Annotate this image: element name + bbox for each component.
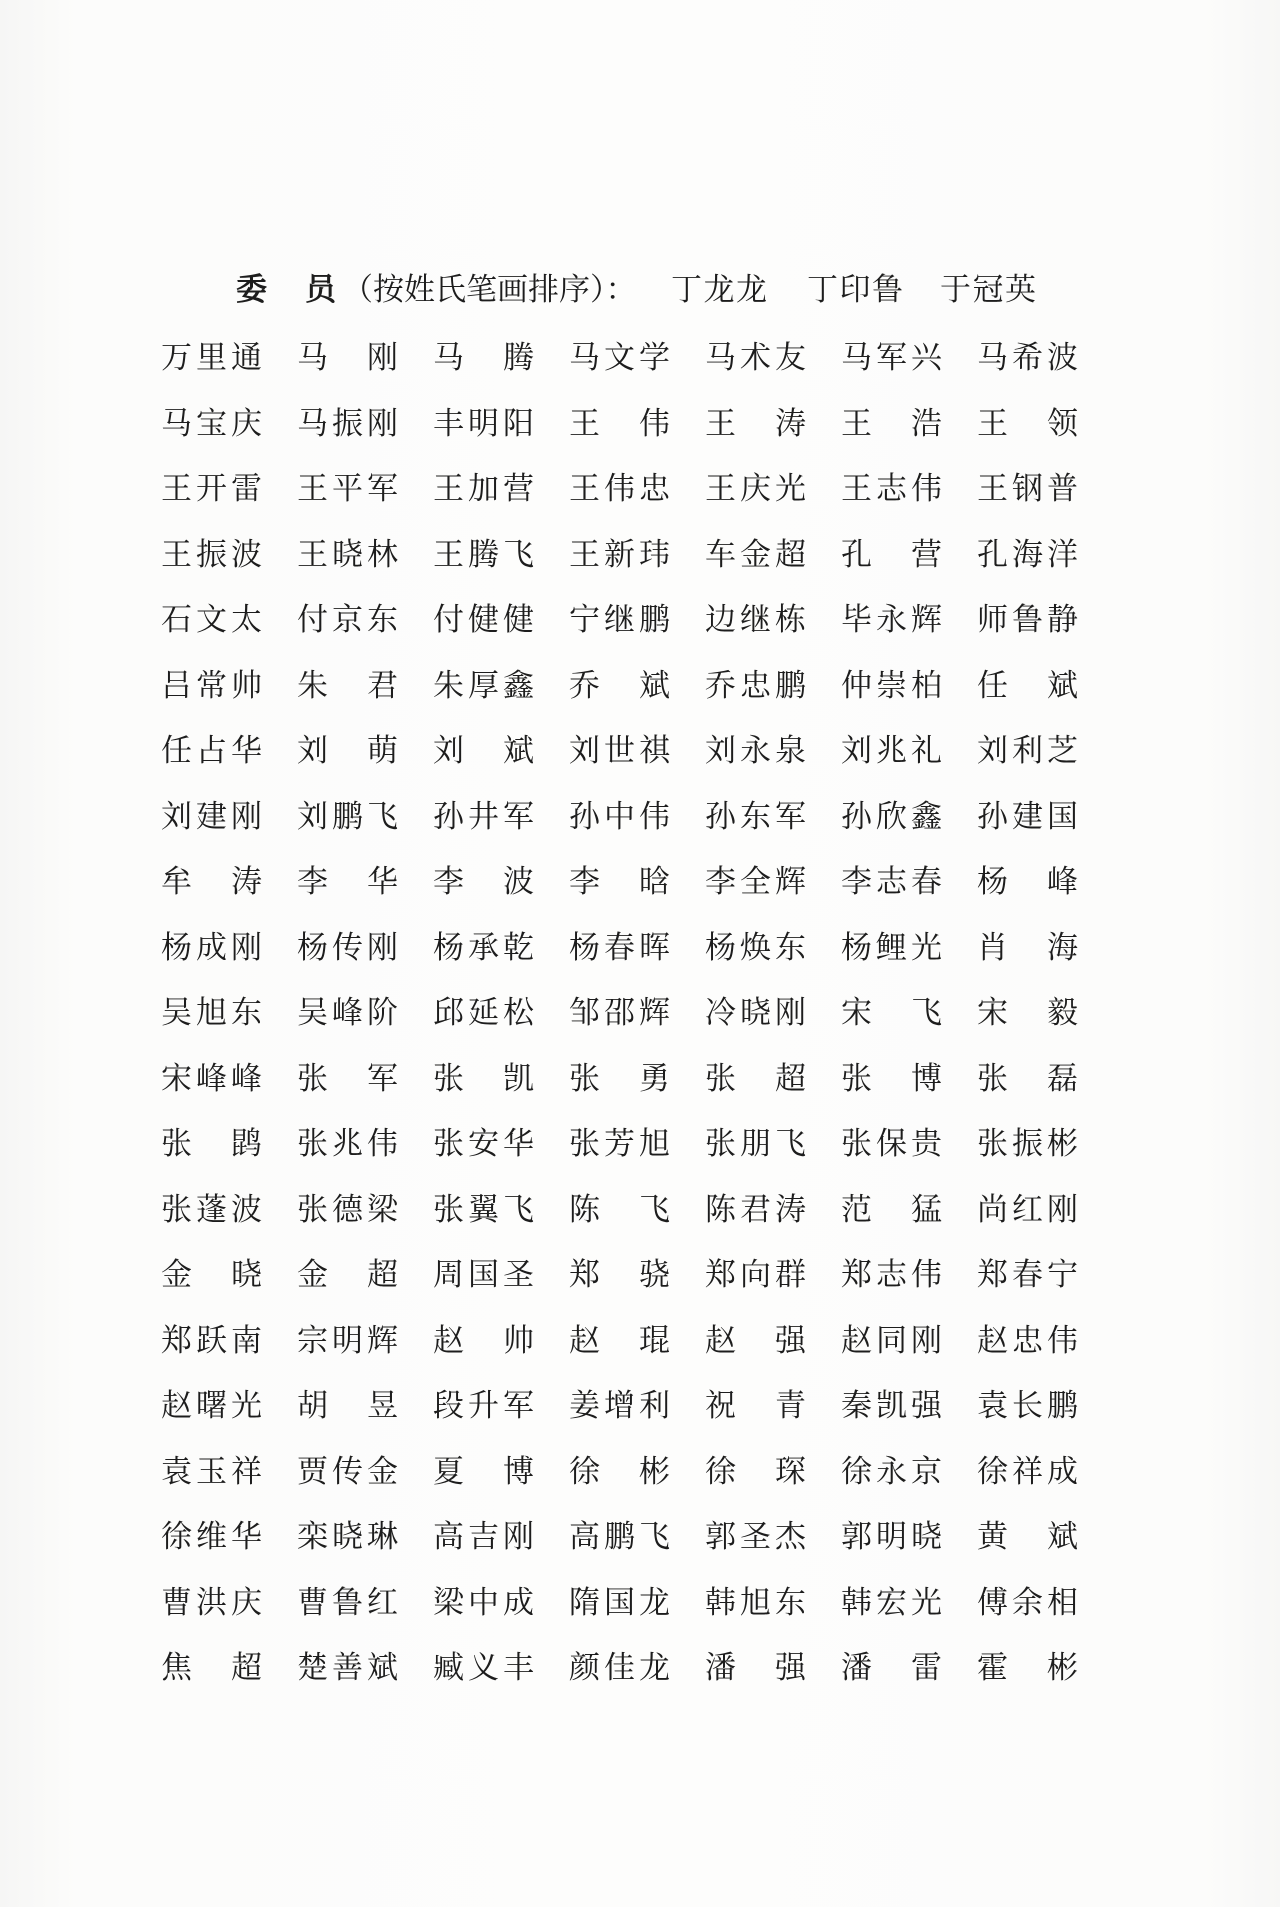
member-name: 王晓林 xyxy=(297,536,398,573)
member-name: 宗明辉 xyxy=(297,1322,398,1359)
member-name: 郭明晓 xyxy=(841,1519,942,1555)
member-name: 宋 毅 xyxy=(977,995,1078,1031)
member-name: 王 伟 xyxy=(569,405,670,442)
member-name: 范 猛 xyxy=(841,1191,942,1228)
member-name: 吴旭东 xyxy=(161,995,262,1031)
member-name: 刘 萌 xyxy=(297,733,398,769)
member-name: 臧义丰 xyxy=(433,1650,534,1686)
member-name: 刘世祺 xyxy=(569,733,670,769)
member-name: 车金超 xyxy=(705,536,806,573)
member-name: 马文学 xyxy=(569,340,670,376)
member-name: 邹邵辉 xyxy=(569,995,670,1031)
member-name: 张兆伟 xyxy=(297,1126,398,1162)
member-name: 金 晓 xyxy=(161,1257,262,1293)
member-name: 邱延松 xyxy=(433,995,534,1031)
member-name: 尚红刚 xyxy=(977,1191,1078,1228)
member-name: 王加营 xyxy=(433,471,534,507)
member-name: 赵 强 xyxy=(705,1322,806,1359)
member-name: 陈 飞 xyxy=(569,1191,670,1228)
member-name: 刘建刚 xyxy=(161,798,262,835)
member-name: 傅余相 xyxy=(977,1584,1078,1621)
member-name: 李 华 xyxy=(297,864,398,900)
member-name: 周国圣 xyxy=(433,1257,534,1293)
member-name: 韩旭东 xyxy=(705,1584,806,1621)
committee-role-label: 委 员 xyxy=(236,272,336,308)
member-name: 王庆光 xyxy=(705,471,806,507)
member-name: 祝 青 xyxy=(705,1388,806,1424)
member-name: 杨成刚 xyxy=(161,929,262,966)
member-name: 赵忠伟 xyxy=(977,1322,1078,1359)
member-name: 张 军 xyxy=(297,1060,398,1097)
member-name: 马 腾 xyxy=(433,340,534,376)
member-name: 金 超 xyxy=(297,1257,398,1293)
member-name: 曹洪庆 xyxy=(161,1584,262,1621)
committee-header xyxy=(236,272,1036,308)
member-name: 杨春晖 xyxy=(569,929,670,966)
member-name: 赵同刚 xyxy=(841,1322,942,1359)
member-name: 夏 博 xyxy=(433,1453,534,1490)
member-name: 潘 强 xyxy=(705,1650,806,1686)
member-name: 郑向群 xyxy=(705,1257,806,1293)
member-name: 张 鹍 xyxy=(161,1126,262,1162)
member-name: 陈君涛 xyxy=(705,1191,806,1228)
member-name: 楚善斌 xyxy=(297,1650,398,1686)
member-name: 肖 海 xyxy=(977,929,1078,966)
member-name: 徐永京 xyxy=(841,1453,942,1490)
member-name: 李全辉 xyxy=(705,864,806,900)
member-name: 郭圣杰 xyxy=(705,1519,806,1555)
member-name: 付京东 xyxy=(297,602,398,638)
member-name: 刘 斌 xyxy=(433,733,534,769)
member-name: 冷晓刚 xyxy=(705,995,806,1031)
member-name: 孙井军 xyxy=(433,798,534,835)
member-name: 王 浩 xyxy=(841,405,942,442)
member-name: 宁继鹏 xyxy=(569,602,670,638)
member-name: 秦凯强 xyxy=(841,1388,942,1424)
member-name: 张振彬 xyxy=(977,1126,1078,1162)
member-name: 张芳旭 xyxy=(569,1126,670,1162)
member-name: 王振波 xyxy=(161,536,262,573)
member-name: 张 凯 xyxy=(433,1060,534,1097)
member-name: 仲崇柏 xyxy=(841,667,942,704)
member-name: 牟 涛 xyxy=(161,864,262,900)
member-name: 焦 超 xyxy=(161,1650,262,1686)
member-name: 张 磊 xyxy=(977,1060,1078,1097)
member-name-list xyxy=(161,326,1078,1702)
member-name: 吴峰阶 xyxy=(297,995,398,1031)
member-name: 孙东军 xyxy=(705,798,806,835)
member-name: 吕常帅 xyxy=(161,667,262,704)
member-name: 刘兆礼 xyxy=(841,733,942,769)
member-name: 赵 琨 xyxy=(569,1322,670,1359)
member-name: 毕永辉 xyxy=(841,602,942,638)
member-name: 徐 彬 xyxy=(569,1453,670,1490)
member-name: 边继栋 xyxy=(705,602,806,638)
member-name: 高鹏飞 xyxy=(569,1519,670,1555)
member-name: 杨承乾 xyxy=(433,929,534,966)
member-name: 乔忠鹏 xyxy=(705,667,806,704)
member-name: 宋 飞 xyxy=(841,995,942,1031)
member-name: 孙欣鑫 xyxy=(841,798,942,835)
member-name: 孔 营 xyxy=(841,536,942,573)
member-name: 赵 帅 xyxy=(433,1322,534,1359)
member-name: 曹鲁红 xyxy=(297,1584,398,1621)
member-name: 丁龙龙 xyxy=(671,272,767,308)
member-name: 宋峰峰 xyxy=(161,1060,262,1097)
member-name: 王平军 xyxy=(297,471,398,507)
member-name: 梁中成 xyxy=(433,1584,534,1621)
member-name: 万里通 xyxy=(161,340,262,376)
member-name: 王腾飞 xyxy=(433,536,534,573)
member-name: 段升军 xyxy=(433,1388,534,1424)
member-name: 朱厚鑫 xyxy=(433,667,534,704)
member-name: 王钢普 xyxy=(977,471,1078,507)
member-name: 于冠英 xyxy=(940,272,1036,308)
member-name: 张安华 xyxy=(433,1126,534,1162)
member-name: 杨鲤光 xyxy=(841,929,942,966)
member-name: 孔海洋 xyxy=(977,536,1078,573)
member-name: 张 超 xyxy=(705,1060,806,1097)
member-name: 王志伟 xyxy=(841,471,942,507)
member-name: 张翼飞 xyxy=(433,1191,534,1228)
member-name: 孙中伟 xyxy=(569,798,670,835)
member-name: 刘永泉 xyxy=(705,733,806,769)
member-name: 王开雷 xyxy=(161,471,262,507)
member-name: 朱 君 xyxy=(297,667,398,704)
member-name: 乔 斌 xyxy=(569,667,670,704)
member-name: 徐 琛 xyxy=(705,1453,806,1490)
member-name: 孙建国 xyxy=(977,798,1078,835)
member-name: 刘鹏飞 xyxy=(297,798,398,835)
member-name: 栾晓琳 xyxy=(297,1519,398,1555)
member-name: 郑 骁 xyxy=(569,1257,670,1293)
member-name: 颜佳龙 xyxy=(569,1650,670,1686)
member-name: 贾传金 xyxy=(297,1453,398,1490)
member-name: 徐祥成 xyxy=(977,1453,1078,1490)
member-name: 李 晗 xyxy=(569,864,670,900)
member-name: 马 刚 xyxy=(297,340,398,376)
member-name: 韩宏光 xyxy=(841,1584,942,1621)
member-name: 潘 雷 xyxy=(841,1650,942,1686)
member-name: 马宝庆 xyxy=(161,405,262,442)
sort-order-note: （按姓氏笔画排序）： xyxy=(342,272,637,308)
member-name: 马振刚 xyxy=(297,405,398,442)
member-name: 王 领 xyxy=(977,405,1078,442)
member-name: 袁长鹏 xyxy=(977,1388,1078,1424)
member-name: 张蓬波 xyxy=(161,1191,262,1228)
member-name: 袁玉祥 xyxy=(161,1453,262,1490)
member-name: 杨传刚 xyxy=(297,929,398,966)
member-name: 付健健 xyxy=(433,602,534,638)
member-name: 师鲁静 xyxy=(977,602,1078,638)
member-name: 郑志伟 xyxy=(841,1257,942,1293)
member-name: 任占华 xyxy=(161,733,262,769)
member-name: 马希波 xyxy=(977,340,1078,376)
member-name: 张朋飞 xyxy=(705,1126,806,1162)
member-name: 霍 彬 xyxy=(977,1650,1078,1686)
member-name: 王伟忠 xyxy=(569,471,670,507)
member-name: 姜增利 xyxy=(569,1388,670,1424)
member-name: 胡 昱 xyxy=(297,1388,398,1424)
member-name: 张 勇 xyxy=(569,1060,670,1097)
member-name: 张保贵 xyxy=(841,1126,942,1162)
member-name: 石文太 xyxy=(161,602,262,638)
member-name: 马军兴 xyxy=(841,340,942,376)
member-name: 杨焕东 xyxy=(705,929,806,966)
member-name: 王 涛 xyxy=(705,405,806,442)
member-name: 隋国龙 xyxy=(569,1584,670,1621)
member-name: 张 博 xyxy=(841,1060,942,1097)
member-name: 刘利芝 xyxy=(977,733,1078,769)
member-name: 王新玮 xyxy=(569,536,670,573)
member-name: 黄 斌 xyxy=(977,1519,1078,1555)
member-name: 张德梁 xyxy=(297,1191,398,1228)
member-name: 丰明阳 xyxy=(433,405,534,442)
member-name: 徐维华 xyxy=(161,1519,262,1555)
member-name: 任 斌 xyxy=(977,667,1078,704)
member-name: 李 波 xyxy=(433,864,534,900)
member-name: 郑春宁 xyxy=(977,1257,1078,1293)
member-name: 郑跃南 xyxy=(161,1322,262,1359)
member-name: 高吉刚 xyxy=(433,1519,534,1555)
member-name: 杨 峰 xyxy=(977,864,1078,900)
member-name: 赵曙光 xyxy=(161,1388,262,1424)
member-name: 马术友 xyxy=(705,340,806,376)
member-name: 李志春 xyxy=(841,864,942,900)
member-name: 丁印鲁 xyxy=(807,272,903,308)
